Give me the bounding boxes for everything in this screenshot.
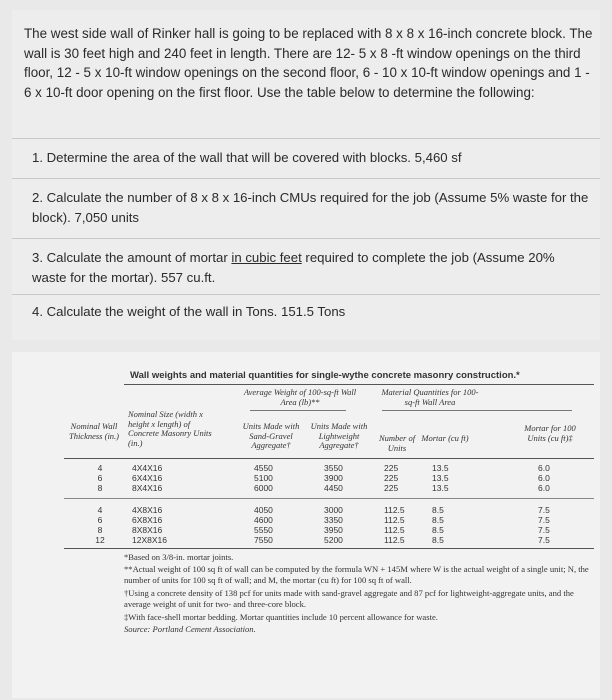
average-weight-header: Average Weight of 100-sq-ft Wall Area (lb)** bbox=[243, 387, 357, 407]
mortar-cell: 13.5 bbox=[432, 463, 449, 473]
thickness-cell: 4 bbox=[97, 505, 103, 515]
question-4-text: 4. Calculate the weight of the wall in Tons. 151.5 Tons bbox=[32, 304, 346, 319]
footnote-face-shell: ‡With face-shell mortar bedding. Mortar quantities include 10 percent allowance for waste. bbox=[124, 612, 438, 622]
sand-gravel-cell: 7550 bbox=[254, 535, 273, 545]
sand-gravel-cell: 5550 bbox=[254, 525, 273, 535]
mortar-cell: 8.5 bbox=[432, 515, 444, 525]
lightweight-cell: 3900 bbox=[324, 473, 343, 483]
lightweight-cell: 5200 bbox=[324, 535, 343, 545]
question-2 bbox=[32, 188, 592, 227]
footnote-actual-weight: **Actual weight of 100 sq ft of wall can be computed by the formula WN + 145M where W is the actual weight of a single unit; N, the number of units for 100 sq ft of wall; and M, the mortar (cu ft) for 100 sq ft of wall. bbox=[124, 564, 589, 585]
thickness-cell: 12 bbox=[95, 535, 105, 545]
table-bottom-rule bbox=[64, 548, 594, 549]
units-cell: 112.5 bbox=[384, 505, 405, 515]
size-cell: 8X8X16 bbox=[132, 525, 163, 535]
divider bbox=[12, 238, 600, 239]
group-divider-rule bbox=[64, 498, 594, 499]
table-top-rule bbox=[124, 384, 594, 385]
size-cell: 4X8X16 bbox=[132, 505, 163, 515]
material-quantities-rule bbox=[382, 410, 572, 411]
units-cell: 225 bbox=[384, 463, 399, 473]
sand-gravel-cell: 4600 bbox=[254, 515, 273, 525]
problem-intro: The west side wall of Rinker hall is going to be replaced with 8 x 8 x 16-inch concrete block. The wall is 30 feet high and 240 feet in length. There are 12- 5 x 8 -ft window openings on the third floor, 12 - 5 x 10-ft window openings on the second floor, 6 - 10 x 10-ft window openings and 1 - 6 x 10-ft door opening on the first floor. Use the table below to determine the following: bbox=[24, 26, 593, 100]
size-cell: 8X4X16 bbox=[132, 483, 163, 493]
size-cell: 6X8X16 bbox=[132, 515, 163, 525]
header-bottom-rule bbox=[64, 458, 594, 459]
mortar-cell: 8.5 bbox=[432, 535, 444, 545]
sand-gravel-cell: 4050 bbox=[254, 505, 273, 515]
thickness-cell: 6 bbox=[97, 473, 103, 483]
mortar-header: Mortar (cu ft) bbox=[421, 433, 469, 443]
nominal-size-header: Nominal Size (width x height x length) of Concrete Masonry Units (in.) bbox=[128, 409, 212, 448]
sand-gravel-header: Units Made with Sand-Gravel Aggregate† bbox=[242, 421, 300, 450]
sand-gravel-cell: 6000 bbox=[254, 483, 273, 493]
average-weight-rule bbox=[250, 410, 346, 411]
table-source: Source: Portland Cement Association. bbox=[124, 624, 256, 634]
units-cell: 225 bbox=[384, 483, 399, 493]
mortar-cell: 13.5 bbox=[432, 473, 449, 483]
sand-gravel-cell: 5100 bbox=[254, 473, 273, 483]
mortar-100-cell: 6.0 bbox=[538, 483, 550, 493]
mortar-100-cell: 7.5 bbox=[538, 525, 550, 535]
lightweight-cell: 3950 bbox=[324, 525, 343, 535]
mortar-100-cell: 6.0 bbox=[538, 463, 550, 473]
units-cell: 112.5 bbox=[384, 525, 405, 535]
table-title: Wall weights and material quantities for single-wythe concrete masonry construction.* bbox=[130, 370, 520, 381]
question-3 bbox=[32, 248, 592, 287]
size-cell: 4X4X16 bbox=[132, 463, 163, 473]
lightweight-cell: 3350 bbox=[324, 515, 343, 525]
lightweight-header: Units Made with Lightweight Aggregate† bbox=[310, 421, 368, 450]
thickness-cell: 4 bbox=[97, 463, 103, 473]
question-3-text-start: 3. Calculate the amount of mortar bbox=[32, 250, 232, 265]
footnote-mortar-joints: *Based on 3/8-in. mortar joints. bbox=[124, 552, 234, 562]
units-cell: 112.5 bbox=[384, 535, 405, 545]
question-1 bbox=[32, 148, 592, 168]
lightweight-cell: 3000 bbox=[324, 505, 343, 515]
thickness-cell: 8 bbox=[97, 525, 103, 535]
divider bbox=[12, 178, 600, 179]
size-cell: 12X8X16 bbox=[132, 535, 167, 545]
question-3-text-end: required to complete the job (Assume 20% waste for the mortar). 557 cu.ft. bbox=[32, 250, 555, 285]
mortar-cell: 13.5 bbox=[432, 483, 449, 493]
lightweight-cell: 3550 bbox=[324, 463, 343, 473]
nominal-thickness-header: Nominal Wall Thickness (in.) bbox=[68, 421, 120, 441]
thickness-cell: 8 bbox=[97, 483, 103, 493]
mortar-100-cell: 7.5 bbox=[538, 505, 550, 515]
mortar-100-cell: 6.0 bbox=[538, 473, 550, 483]
number-of-units-header: Number of Units bbox=[378, 433, 416, 453]
mortar-cell: 8.5 bbox=[432, 525, 444, 535]
mortar-100-cell: 7.5 bbox=[538, 515, 550, 525]
mortar-100-cell: 7.5 bbox=[538, 535, 550, 545]
divider bbox=[12, 138, 600, 139]
thickness-cell: 6 bbox=[97, 515, 103, 525]
question-1-text: 1. Determine the area of the wall that will be covered with blocks. 5,460 sf bbox=[32, 150, 462, 165]
sand-gravel-cell: 4550 bbox=[254, 463, 273, 473]
material-quantities-header: Material Quantities for 100-sq-ft Wall Area bbox=[381, 387, 479, 407]
lightweight-cell: 4450 bbox=[324, 483, 343, 493]
question-4 bbox=[32, 302, 592, 322]
units-cell: 112.5 bbox=[384, 515, 405, 525]
footnote-concrete-density: †Using a concrete density of 138 pcf for units made with sand-gravel aggregate and 87 pcf for lightweight-aggregate units, and the average weight of unit for two- and three-core block. bbox=[124, 588, 574, 609]
units-cell: 225 bbox=[384, 473, 399, 483]
size-cell: 6X4X16 bbox=[132, 473, 163, 483]
table-panel bbox=[12, 352, 600, 698]
question-3-underlined-text: in cubic feet bbox=[231, 250, 302, 265]
question-panel bbox=[12, 10, 600, 340]
question-2-text: 2. Calculate the number of 8 x 8 x 16-inch CMUs required for the job (Assume 5% waste for the block). 7,050 units bbox=[32, 190, 589, 225]
mortar-cell: 8.5 bbox=[432, 505, 444, 515]
divider bbox=[12, 294, 600, 295]
mortar-100-units-header: Mortar for 100 Units (cu ft)‡ bbox=[524, 423, 576, 443]
